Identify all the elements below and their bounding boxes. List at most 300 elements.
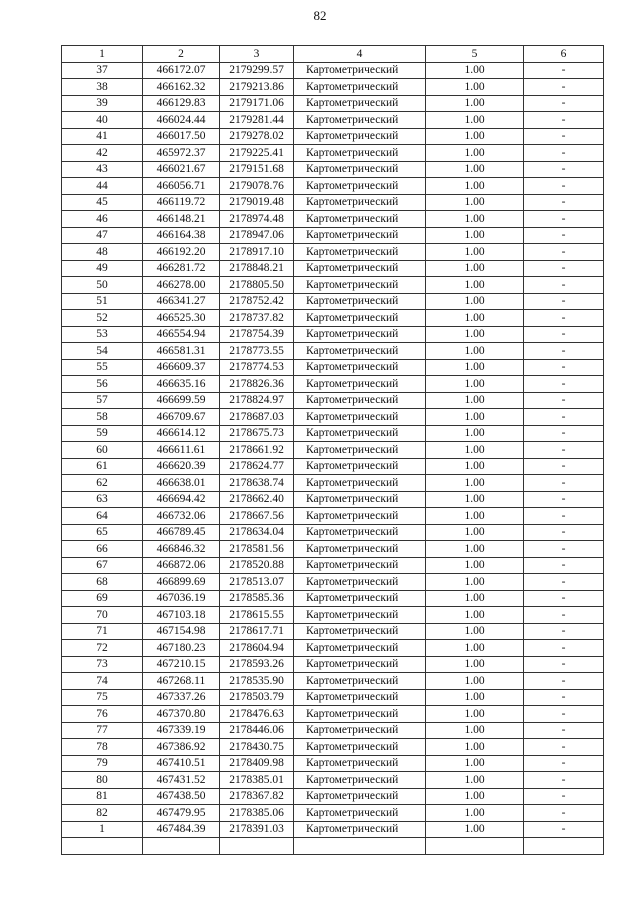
method-cell: Картометрический <box>294 277 426 294</box>
method-cell: Картометрический <box>294 739 426 756</box>
point-number-cell: 49 <box>62 260 143 277</box>
note-cell: - <box>524 574 604 591</box>
accuracy-cell: 1.00 <box>426 79 524 96</box>
method-cell: Картометрический <box>294 293 426 310</box>
note-cell: - <box>524 95 604 112</box>
column-header: 4 <box>294 46 426 63</box>
y-coordinate-cell: 2178503.79 <box>220 689 294 706</box>
x-coordinate-cell: 466056.71 <box>143 178 220 195</box>
method-cell: Картометрический <box>294 161 426 178</box>
y-coordinate-cell: 2178615.55 <box>220 607 294 624</box>
accuracy-cell: 1.00 <box>426 376 524 393</box>
empty-cell <box>220 838 294 855</box>
table-row <box>62 706 604 723</box>
accuracy-cell: 1.00 <box>426 755 524 772</box>
table-row <box>62 62 604 79</box>
y-coordinate-cell: 2178617.71 <box>220 623 294 640</box>
y-coordinate-cell: 2178805.50 <box>220 277 294 294</box>
table-row <box>62 475 604 492</box>
y-coordinate-cell: 2178826.36 <box>220 376 294 393</box>
accuracy-cell: 1.00 <box>426 689 524 706</box>
table-row <box>62 755 604 772</box>
point-number-cell: 44 <box>62 178 143 195</box>
accuracy-cell: 1.00 <box>426 211 524 228</box>
point-number-cell: 45 <box>62 194 143 211</box>
accuracy-cell: 1.00 <box>426 475 524 492</box>
method-cell: Картометрический <box>294 722 426 739</box>
method-cell: Картометрический <box>294 392 426 409</box>
x-coordinate-cell: 467103.18 <box>143 607 220 624</box>
note-cell: - <box>524 178 604 195</box>
y-coordinate-cell: 2178624.77 <box>220 458 294 475</box>
x-coordinate-cell: 466024.44 <box>143 112 220 129</box>
point-number-cell: 54 <box>62 343 143 360</box>
y-coordinate-cell: 2178409.98 <box>220 755 294 772</box>
accuracy-cell: 1.00 <box>426 557 524 574</box>
x-coordinate-cell: 466021.67 <box>143 161 220 178</box>
y-coordinate-cell: 2179151.68 <box>220 161 294 178</box>
point-number-cell: 48 <box>62 244 143 261</box>
note-cell: - <box>524 211 604 228</box>
y-coordinate-cell: 2178604.94 <box>220 640 294 657</box>
accuracy-cell: 1.00 <box>426 95 524 112</box>
table-row <box>62 244 604 261</box>
note-cell: - <box>524 524 604 541</box>
method-cell: Картометрический <box>294 310 426 327</box>
x-coordinate-cell: 466609.37 <box>143 359 220 376</box>
method-cell: Картометрический <box>294 656 426 673</box>
note-cell: - <box>524 755 604 772</box>
note-cell: - <box>524 62 604 79</box>
table-row <box>62 607 604 624</box>
accuracy-cell: 1.00 <box>426 112 524 129</box>
y-coordinate-cell: 2178391.03 <box>220 821 294 838</box>
empty-cell <box>143 838 220 855</box>
method-cell: Картометрический <box>294 145 426 162</box>
x-coordinate-cell: 466699.59 <box>143 392 220 409</box>
accuracy-cell: 1.00 <box>426 359 524 376</box>
point-number-cell: 56 <box>62 376 143 393</box>
point-number-cell: 74 <box>62 673 143 690</box>
table-row <box>62 491 604 508</box>
table-row <box>62 458 604 475</box>
table-row <box>62 623 604 640</box>
x-coordinate-cell: 466162.32 <box>143 79 220 96</box>
y-coordinate-cell: 2178476.63 <box>220 706 294 723</box>
point-number-cell: 46 <box>62 211 143 228</box>
table-row <box>62 409 604 426</box>
y-coordinate-cell: 2178675.73 <box>220 425 294 442</box>
table-row <box>62 425 604 442</box>
point-number-cell: 79 <box>62 755 143 772</box>
y-coordinate-cell: 2178585.36 <box>220 590 294 607</box>
note-cell: - <box>524 821 604 838</box>
note-cell: - <box>524 343 604 360</box>
table-row <box>62 112 604 129</box>
note-cell: - <box>524 392 604 409</box>
point-number-cell: 60 <box>62 442 143 459</box>
method-cell: Картометрический <box>294 95 426 112</box>
method-cell: Картометрический <box>294 640 426 657</box>
y-coordinate-cell: 2179281.44 <box>220 112 294 129</box>
y-coordinate-cell: 2178774.53 <box>220 359 294 376</box>
y-coordinate-cell: 2179225.41 <box>220 145 294 162</box>
table-row <box>62 392 604 409</box>
accuracy-cell: 1.00 <box>426 277 524 294</box>
accuracy-cell: 1.00 <box>426 194 524 211</box>
note-cell: - <box>524 458 604 475</box>
accuracy-cell: 1.00 <box>426 310 524 327</box>
point-number-cell: 65 <box>62 524 143 541</box>
table-row <box>62 343 604 360</box>
point-number-cell: 53 <box>62 326 143 343</box>
note-cell: - <box>524 722 604 739</box>
table-row <box>62 227 604 244</box>
column-header: 3 <box>220 46 294 63</box>
x-coordinate-cell: 466709.67 <box>143 409 220 426</box>
note-cell: - <box>524 310 604 327</box>
note-cell: - <box>524 475 604 492</box>
x-coordinate-cell: 467036.19 <box>143 590 220 607</box>
x-coordinate-cell: 466732.06 <box>143 508 220 525</box>
note-cell: - <box>524 359 604 376</box>
method-cell: Картометрический <box>294 475 426 492</box>
method-cell: Картометрический <box>294 458 426 475</box>
note-cell: - <box>524 805 604 822</box>
y-coordinate-cell: 2178947.06 <box>220 227 294 244</box>
y-coordinate-cell: 2178520.88 <box>220 557 294 574</box>
table-row <box>62 574 604 591</box>
y-coordinate-cell: 2178737.82 <box>220 310 294 327</box>
x-coordinate-cell: 467479.95 <box>143 805 220 822</box>
table-row <box>62 79 604 96</box>
accuracy-cell: 1.00 <box>426 442 524 459</box>
y-coordinate-cell: 2178662.40 <box>220 491 294 508</box>
point-number-cell: 64 <box>62 508 143 525</box>
point-number-cell: 47 <box>62 227 143 244</box>
table-row <box>62 260 604 277</box>
accuracy-cell: 1.00 <box>426 326 524 343</box>
note-cell: - <box>524 293 604 310</box>
point-number-cell: 82 <box>62 805 143 822</box>
method-cell: Картометрический <box>294 62 426 79</box>
x-coordinate-cell: 466620.39 <box>143 458 220 475</box>
method-cell: Картометрический <box>294 590 426 607</box>
table-row <box>62 277 604 294</box>
x-coordinate-cell: 466148.21 <box>143 211 220 228</box>
point-number-cell: 73 <box>62 656 143 673</box>
point-number-cell: 40 <box>62 112 143 129</box>
note-cell: - <box>524 376 604 393</box>
x-coordinate-cell: 467268.11 <box>143 673 220 690</box>
x-coordinate-cell: 466017.50 <box>143 128 220 145</box>
y-coordinate-cell: 2179019.48 <box>220 194 294 211</box>
method-cell: Картометрический <box>294 755 426 772</box>
x-coordinate-cell: 467154.98 <box>143 623 220 640</box>
point-number-cell: 37 <box>62 62 143 79</box>
point-number-cell: 61 <box>62 458 143 475</box>
y-coordinate-cell: 2178754.39 <box>220 326 294 343</box>
point-number-cell: 78 <box>62 739 143 756</box>
method-cell: Картометрический <box>294 689 426 706</box>
note-cell: - <box>524 145 604 162</box>
accuracy-cell: 1.00 <box>426 244 524 261</box>
method-cell: Картометрический <box>294 376 426 393</box>
x-coordinate-cell: 466789.45 <box>143 524 220 541</box>
column-header: 5 <box>426 46 524 63</box>
method-cell: Картометрический <box>294 541 426 558</box>
note-cell: - <box>524 326 604 343</box>
method-cell: Картометрический <box>294 772 426 789</box>
accuracy-cell: 1.00 <box>426 227 524 244</box>
y-coordinate-cell: 2178367.82 <box>220 788 294 805</box>
table-row <box>62 508 604 525</box>
x-coordinate-cell: 466554.94 <box>143 326 220 343</box>
x-coordinate-cell: 466611.61 <box>143 442 220 459</box>
table-row <box>62 376 604 393</box>
method-cell: Картометрический <box>294 821 426 838</box>
accuracy-cell: 1.00 <box>426 128 524 145</box>
method-cell: Картометрический <box>294 244 426 261</box>
note-cell: - <box>524 161 604 178</box>
table-row <box>62 772 604 789</box>
method-cell: Картометрический <box>294 178 426 195</box>
method-cell: Картометрический <box>294 623 426 640</box>
table-row <box>62 359 604 376</box>
point-number-cell: 50 <box>62 277 143 294</box>
note-cell: - <box>524 260 604 277</box>
x-coordinate-cell: 466129.83 <box>143 95 220 112</box>
point-number-cell: 41 <box>62 128 143 145</box>
accuracy-cell: 1.00 <box>426 62 524 79</box>
table-row <box>62 293 604 310</box>
note-cell: - <box>524 442 604 459</box>
method-cell: Картометрический <box>294 673 426 690</box>
table-row <box>62 310 604 327</box>
method-cell: Картометрический <box>294 409 426 426</box>
x-coordinate-cell: 467438.50 <box>143 788 220 805</box>
table-row <box>62 128 604 145</box>
accuracy-cell: 1.00 <box>426 607 524 624</box>
empty-table-row <box>62 838 604 855</box>
point-number-cell: 55 <box>62 359 143 376</box>
x-coordinate-cell: 466899.69 <box>143 574 220 591</box>
point-number-cell: 43 <box>62 161 143 178</box>
point-number-cell: 69 <box>62 590 143 607</box>
y-coordinate-cell: 2179171.06 <box>220 95 294 112</box>
point-number-cell: 81 <box>62 788 143 805</box>
accuracy-cell: 1.00 <box>426 343 524 360</box>
table-header-row <box>62 46 604 63</box>
note-cell: - <box>524 244 604 261</box>
note-cell: - <box>524 409 604 426</box>
note-cell: - <box>524 541 604 558</box>
x-coordinate-cell: 466278.00 <box>143 277 220 294</box>
y-coordinate-cell: 2178513.07 <box>220 574 294 591</box>
point-number-cell: 80 <box>62 772 143 789</box>
method-cell: Картометрический <box>294 557 426 574</box>
x-coordinate-cell: 467210.15 <box>143 656 220 673</box>
table-row <box>62 821 604 838</box>
table-row <box>62 590 604 607</box>
y-coordinate-cell: 2178687.03 <box>220 409 294 426</box>
note-cell: - <box>524 607 604 624</box>
x-coordinate-cell: 467180.23 <box>143 640 220 657</box>
table-row <box>62 656 604 673</box>
point-number-cell: 67 <box>62 557 143 574</box>
table-row <box>62 145 604 162</box>
accuracy-cell: 1.00 <box>426 260 524 277</box>
accuracy-cell: 1.00 <box>426 178 524 195</box>
table-row <box>62 211 604 228</box>
accuracy-cell: 1.00 <box>426 706 524 723</box>
accuracy-cell: 1.00 <box>426 640 524 657</box>
table-row <box>62 541 604 558</box>
accuracy-cell: 1.00 <box>426 739 524 756</box>
accuracy-cell: 1.00 <box>426 673 524 690</box>
point-number-cell: 59 <box>62 425 143 442</box>
x-coordinate-cell: 466525.30 <box>143 310 220 327</box>
note-cell: - <box>524 112 604 129</box>
point-number-cell: 72 <box>62 640 143 657</box>
table-row <box>62 161 604 178</box>
method-cell: Картометрический <box>294 425 426 442</box>
x-coordinate-cell: 466694.42 <box>143 491 220 508</box>
table-body <box>62 62 604 855</box>
x-coordinate-cell: 467339.19 <box>143 722 220 739</box>
note-cell: - <box>524 425 604 442</box>
accuracy-cell: 1.00 <box>426 145 524 162</box>
point-number-cell: 58 <box>62 409 143 426</box>
y-coordinate-cell: 2178593.26 <box>220 656 294 673</box>
table-row <box>62 788 604 805</box>
note-cell: - <box>524 739 604 756</box>
note-cell: - <box>524 623 604 640</box>
table-row <box>62 95 604 112</box>
table-row <box>62 178 604 195</box>
note-cell: - <box>524 79 604 96</box>
y-coordinate-cell: 2178385.06 <box>220 805 294 822</box>
method-cell: Картометрический <box>294 442 426 459</box>
empty-cell <box>62 838 143 855</box>
table-row <box>62 557 604 574</box>
accuracy-cell: 1.00 <box>426 392 524 409</box>
note-cell: - <box>524 508 604 525</box>
page-number: 82 <box>313 8 327 23</box>
x-coordinate-cell: 467484.39 <box>143 821 220 838</box>
method-cell: Картометрический <box>294 343 426 360</box>
note-cell: - <box>524 656 604 673</box>
x-coordinate-cell: 466581.31 <box>143 343 220 360</box>
accuracy-cell: 1.00 <box>426 293 524 310</box>
accuracy-cell: 1.00 <box>426 805 524 822</box>
note-cell: - <box>524 194 604 211</box>
method-cell: Картометрический <box>294 788 426 805</box>
method-cell: Картометрический <box>294 194 426 211</box>
accuracy-cell: 1.00 <box>426 590 524 607</box>
note-cell: - <box>524 227 604 244</box>
note-cell: - <box>524 557 604 574</box>
y-coordinate-cell: 2178634.04 <box>220 524 294 541</box>
x-coordinate-cell: 466192.20 <box>143 244 220 261</box>
accuracy-cell: 1.00 <box>426 508 524 525</box>
table-row <box>62 805 604 822</box>
accuracy-cell: 1.00 <box>426 524 524 541</box>
accuracy-cell: 1.00 <box>426 161 524 178</box>
accuracy-cell: 1.00 <box>426 656 524 673</box>
point-number-cell: 66 <box>62 541 143 558</box>
point-number-cell: 71 <box>62 623 143 640</box>
x-coordinate-cell: 466172.07 <box>143 62 220 79</box>
y-coordinate-cell: 2178824.97 <box>220 392 294 409</box>
note-cell: - <box>524 673 604 690</box>
accuracy-cell: 1.00 <box>426 623 524 640</box>
y-coordinate-cell: 2178430.75 <box>220 739 294 756</box>
x-coordinate-cell: 467410.51 <box>143 755 220 772</box>
table-row <box>62 673 604 690</box>
point-number-cell: 52 <box>62 310 143 327</box>
accuracy-cell: 1.00 <box>426 541 524 558</box>
y-coordinate-cell: 2179278.02 <box>220 128 294 145</box>
note-cell: - <box>524 689 604 706</box>
x-coordinate-cell: 466846.32 <box>143 541 220 558</box>
x-coordinate-cell: 467370.80 <box>143 706 220 723</box>
note-cell: - <box>524 128 604 145</box>
method-cell: Картометрический <box>294 805 426 822</box>
y-coordinate-cell: 2178535.90 <box>220 673 294 690</box>
note-cell: - <box>524 590 604 607</box>
y-coordinate-cell: 2179213.86 <box>220 79 294 96</box>
y-coordinate-cell: 2178752.42 <box>220 293 294 310</box>
y-coordinate-cell: 2179078.76 <box>220 178 294 195</box>
empty-cell <box>294 838 426 855</box>
empty-cell <box>426 838 524 855</box>
point-number-cell: 76 <box>62 706 143 723</box>
point-number-cell: 70 <box>62 607 143 624</box>
accuracy-cell: 1.00 <box>426 458 524 475</box>
method-cell: Картометрический <box>294 574 426 591</box>
x-coordinate-cell: 466119.72 <box>143 194 220 211</box>
y-coordinate-cell: 2178638.74 <box>220 475 294 492</box>
column-header: 2 <box>143 46 220 63</box>
table-row <box>62 689 604 706</box>
column-header: 1 <box>62 46 143 63</box>
method-cell: Картометрический <box>294 359 426 376</box>
note-cell: - <box>524 491 604 508</box>
point-number-cell: 77 <box>62 722 143 739</box>
y-coordinate-cell: 2179299.57 <box>220 62 294 79</box>
method-cell: Картометрический <box>294 706 426 723</box>
accuracy-cell: 1.00 <box>426 491 524 508</box>
point-number-cell: 38 <box>62 79 143 96</box>
method-cell: Картометрический <box>294 112 426 129</box>
accuracy-cell: 1.00 <box>426 425 524 442</box>
y-coordinate-cell: 2178667.56 <box>220 508 294 525</box>
table-row <box>62 640 604 657</box>
x-coordinate-cell: 466164.38 <box>143 227 220 244</box>
table-row <box>62 442 604 459</box>
y-coordinate-cell: 2178974.48 <box>220 211 294 228</box>
x-coordinate-cell: 466872.06 <box>143 557 220 574</box>
note-cell: - <box>524 277 604 294</box>
method-cell: Картометрический <box>294 326 426 343</box>
accuracy-cell: 1.00 <box>426 574 524 591</box>
point-number-cell: 39 <box>62 95 143 112</box>
x-coordinate-cell: 467386.92 <box>143 739 220 756</box>
accuracy-cell: 1.00 <box>426 821 524 838</box>
x-coordinate-cell: 467431.52 <box>143 772 220 789</box>
note-cell: - <box>524 788 604 805</box>
